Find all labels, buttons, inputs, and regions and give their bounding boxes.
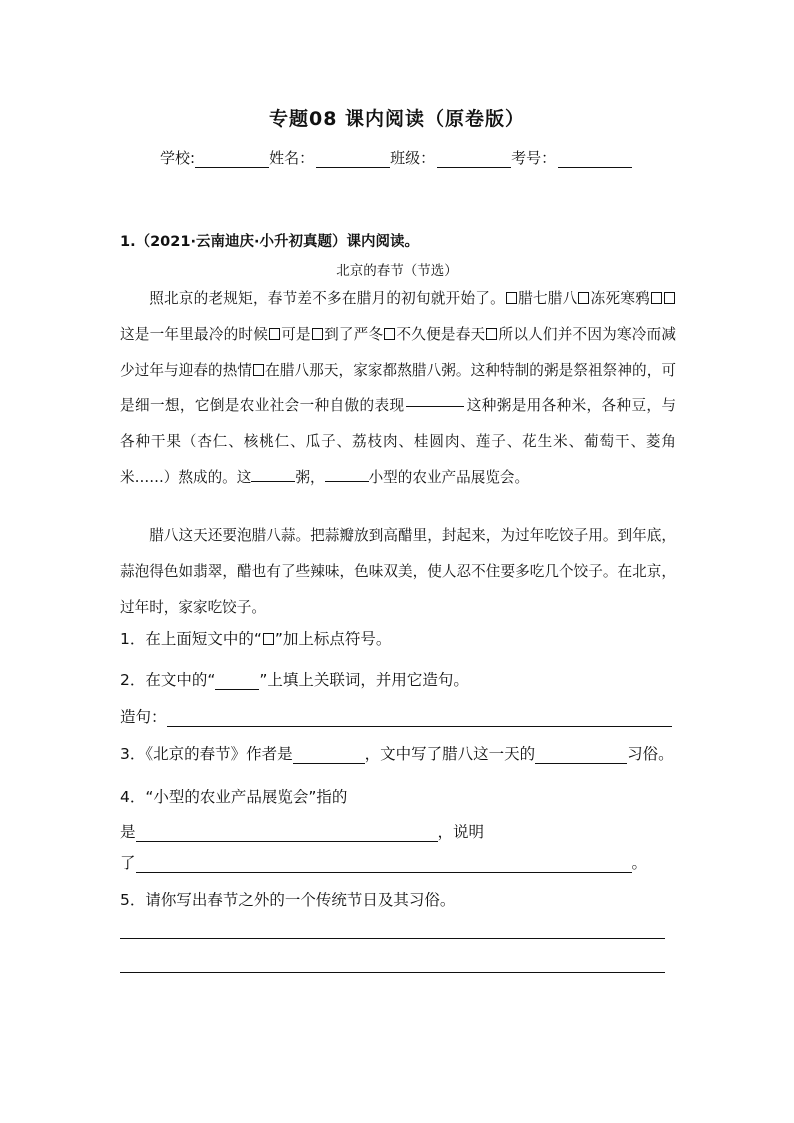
passage-text: 在腊八那天，家家都熬腊八粥。这种特制的粥是祭祖祭神的，可是细一想，它倒是农业社会一种自傲的表现 bbox=[120, 361, 676, 415]
punctuation-box[interactable] bbox=[651, 292, 662, 304]
passage-text: 到了严冬 bbox=[323, 325, 384, 343]
custom-blank[interactable] bbox=[535, 747, 627, 764]
em-dash bbox=[406, 406, 464, 407]
q3-text: 3．《北京的春节》作者是 bbox=[120, 745, 293, 763]
number-blank[interactable] bbox=[558, 150, 632, 168]
blank-sample bbox=[215, 675, 259, 690]
number-label: 考号： bbox=[511, 149, 557, 167]
class-label: 班级： bbox=[390, 149, 436, 167]
punctuation-box[interactable] bbox=[506, 292, 517, 304]
question-heading: 1.（2021·云南迪庆·小升初真题）课内阅读。 bbox=[120, 234, 419, 250]
q3-text: 习俗。 bbox=[627, 745, 674, 763]
q5-answer-line-2[interactable] bbox=[120, 972, 665, 973]
q3-text: ，文中写了腊八这一天的 bbox=[364, 745, 536, 763]
sub-question-4 bbox=[120, 785, 347, 807]
passage-text: 不久便是春天 bbox=[396, 325, 486, 343]
q1-text: ”加上标点符号。 bbox=[274, 630, 392, 648]
q4-answer-line-2[interactable] bbox=[136, 856, 632, 873]
punctuation-box[interactable] bbox=[269, 328, 280, 340]
punctuation-box[interactable] bbox=[486, 328, 497, 340]
sub-question-5 bbox=[120, 888, 455, 910]
conjunction-blank[interactable] bbox=[325, 467, 369, 482]
q2-text: ”上填上关联词，并用它造句。 bbox=[259, 671, 469, 689]
punctuation-box[interactable] bbox=[312, 328, 323, 340]
student-info-row bbox=[160, 147, 632, 168]
sentence-label: 造句： bbox=[120, 708, 167, 726]
page-title: 专题08 课内阅读（原卷版） bbox=[268, 108, 526, 130]
author-blank[interactable] bbox=[293, 747, 365, 764]
punctuation-box[interactable] bbox=[384, 328, 395, 340]
sub-question-3 bbox=[120, 742, 674, 764]
name-blank[interactable] bbox=[316, 150, 390, 168]
q4-text: 4．“小型的农业产品展览会”指的 bbox=[120, 788, 348, 806]
passage-text: 这种粥是用各种米，各种豆，与各种干果（杏仁、核桃仁、瓜子、荔枝肉、桂圆肉、莲子、花生米、葡萄干、菱角米……）熬成的。这 bbox=[120, 397, 676, 486]
sub-question-1 bbox=[120, 627, 391, 649]
passage-paragraph-1 bbox=[120, 281, 676, 496]
q4-answer-line-1[interactable] bbox=[136, 825, 438, 842]
punctuation-box-icon bbox=[263, 633, 274, 645]
name-label: 姓名： bbox=[269, 149, 315, 167]
passage-paragraph-2: 腊八这天还要泡腊八蒜。把蒜瓣放到高醋里，封起来，为过年吃饺子用。到年底，蒜泡得色如翡翠，醋也有了些辣味，色味双美，使人忍不住要多吃几个饺子。在北京，过年时，家家吃饺子。 bbox=[120, 527, 676, 616]
sentence-answer-line[interactable] bbox=[167, 710, 672, 727]
punctuation-box[interactable] bbox=[253, 364, 264, 376]
passage-text: 可是 bbox=[281, 325, 311, 343]
q4-answer-row-2 bbox=[120, 851, 647, 873]
sub-question-2 bbox=[120, 668, 469, 690]
passage-text: 冻死寒鸦 bbox=[590, 290, 650, 307]
q4-text: ，说明 bbox=[437, 823, 485, 841]
q5-text: 5．请你写出春节之外的一个传统节日及其习俗。 bbox=[120, 891, 456, 909]
q2-text: 2．在文中的“ bbox=[120, 671, 216, 689]
passage-title: 北京的春节（节选） bbox=[336, 263, 458, 279]
punctuation-box[interactable] bbox=[578, 292, 589, 304]
q4-answer-row-1 bbox=[120, 820, 484, 842]
passage-text: 粥， bbox=[295, 468, 325, 486]
passage-text: 这是一年里最冷的时候 bbox=[120, 325, 269, 343]
class-blank[interactable] bbox=[437, 150, 511, 168]
school-blank[interactable] bbox=[195, 150, 269, 168]
sentence-answer-row bbox=[120, 705, 672, 727]
q1-text: 1．在上面短文中的“ bbox=[120, 630, 262, 648]
passage-text: 腊七腊八 bbox=[517, 290, 578, 307]
passage-text: 所以人们并不因为寒冷而减少过年与迎春的热情 bbox=[120, 325, 676, 379]
school-label: 学校: bbox=[160, 149, 196, 167]
passage-text: 照北京的老规矩，春节差不多在腊月的初旬就开始了。 bbox=[149, 290, 505, 307]
q4-text: 。 bbox=[631, 854, 648, 872]
q4-text: 了 bbox=[120, 854, 136, 872]
passage-text: 小型的农业产品展览会。 bbox=[368, 468, 530, 486]
q4-text: 是 bbox=[120, 823, 136, 841]
conjunction-blank[interactable] bbox=[251, 467, 295, 482]
q5-answer-line-1[interactable] bbox=[120, 938, 665, 939]
punctuation-box[interactable] bbox=[664, 292, 675, 304]
